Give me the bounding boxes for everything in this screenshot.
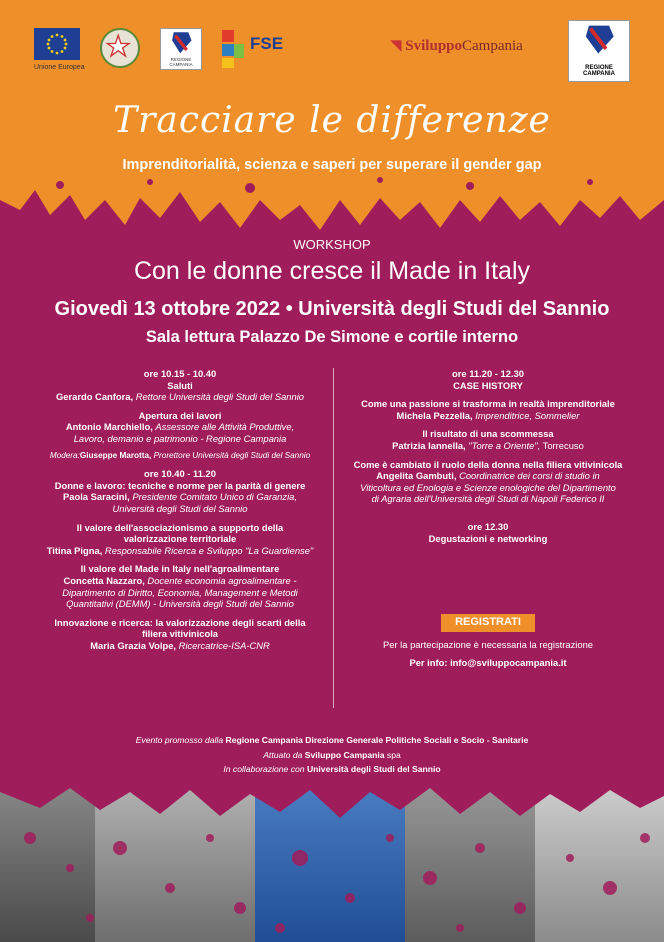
speaker	[338, 410, 638, 422]
speaker-role: Dipartimento di Diritto, Economia, Management e Metodi	[62, 586, 298, 598]
subtitle: Imprenditorialità, scienza e saperi per superare il gender gap	[122, 157, 542, 173]
speaker-name: Titina Pigna,	[46, 544, 103, 556]
session-made-in-italy	[30, 563, 330, 609]
session-title: Donne e lavoro: tecniche e norme per la parità di genere	[54, 479, 306, 491]
speaker-name: Antonio Marchiello,	[65, 421, 153, 433]
speaker-role: Imprenditrice, Sommelier	[475, 409, 580, 421]
moderator-role: Prorettore Università degli Studi del Sannio	[153, 450, 311, 460]
session-title: valorizzazione territoriale	[123, 533, 237, 545]
case-filiera	[338, 459, 638, 505]
moderator-name: Giuseppe Marotta,	[79, 450, 152, 460]
collaboration-label: In collaborazione con	[223, 764, 305, 774]
session-associazionismo	[30, 522, 330, 557]
moderator	[30, 450, 330, 462]
session-title: Innovazione e ricerca: la valorizzazione degli scarti della	[54, 616, 306, 628]
time-slot: ore 10.15 - 10.40	[143, 368, 217, 379]
moderator-label: Modera:	[49, 450, 80, 460]
session-lavoro	[30, 468, 330, 514]
collaborator: Università degli Studi del Sannio	[306, 764, 441, 774]
promoter: Regione Campania Direzione Generale Politiche Sociali e Socio - Sanitarie	[225, 735, 529, 745]
implementer-suffix: spa	[386, 749, 401, 760]
paint-splatter-photos	[0, 778, 664, 942]
italian-republic-emblem	[100, 28, 140, 68]
speaker	[30, 421, 330, 433]
workshop-label: WORKSHOP	[293, 237, 371, 252]
session-title: Apertura dei lavori	[138, 409, 222, 421]
session-title: Il valore dell'associazionismo a supporto della	[76, 521, 284, 533]
session-title: Degustazioni e networking	[428, 532, 548, 544]
column-divider	[333, 368, 334, 708]
promoters-footer	[0, 733, 664, 777]
regione-campania-logo-large	[568, 20, 630, 82]
registration-note: Per la partecipazione è necessaria la registrazione	[382, 638, 593, 650]
speaker-name: Maria Grazia Volpe,	[90, 639, 177, 651]
speaker	[30, 391, 330, 403]
speaker	[30, 545, 330, 557]
photo-strip	[0, 778, 664, 942]
session-case-history	[338, 368, 638, 391]
session-closing	[338, 521, 638, 544]
regione-campania-logo-small	[160, 28, 202, 70]
speaker-name: Patrizia Iannella,	[392, 439, 466, 451]
eu-flag-logo	[34, 28, 80, 60]
register-button[interactable]: REGISTRATI	[441, 614, 535, 632]
info-contact[interactable]: Per info: info@sviluppocampania.it	[409, 657, 567, 669]
session-innovazione	[30, 617, 330, 652]
speaker	[30, 575, 330, 587]
program-left-column	[30, 368, 330, 658]
speaker-place: Torrecuso	[542, 439, 584, 451]
session-title: Come una passione si trasforma in realtà imprenditoriale	[361, 398, 615, 410]
speaker-role: Docente economia agroalimentare -	[147, 574, 297, 586]
speaker-role: Ricercatrice-ISA-CNR	[178, 639, 270, 651]
session-title: Il risultato di una scommessa	[422, 428, 554, 440]
speaker	[338, 470, 638, 482]
speaker-name: Paola Saracini,	[63, 491, 130, 503]
implementer: Sviluppo Campania	[304, 749, 385, 760]
speaker-name: Concetta Nazzaro,	[63, 574, 145, 586]
event-title: Con le donne cresce il Made in Italy	[133, 257, 531, 285]
session-saluti	[30, 368, 330, 403]
speaker-name: Gerardo Canfora,	[55, 391, 134, 403]
speaker	[30, 491, 330, 503]
campania-word: Campania	[462, 38, 523, 54]
time-slot: ore 10.40 - 11.20	[144, 468, 216, 480]
sviluppo-word: Sviluppo	[405, 38, 463, 54]
speaker-role: Università degli Studi del Sannio	[112, 502, 248, 514]
session-title: Il valore del Made in Italy nell'agroalimentare	[80, 563, 280, 575]
speaker-name: Angelita Gambuti,	[376, 470, 457, 482]
case-passione	[338, 398, 638, 421]
registration-block	[338, 614, 638, 669]
speaker-role: Responsabile Ricerca e Sviluppo "La Guardiense"	[104, 544, 314, 556]
speaker-role: Lavoro, demanio e patrimonio - Regione Campania	[73, 432, 287, 444]
promoted-by	[0, 733, 664, 748]
speaker	[338, 440, 638, 452]
in-collaboration	[0, 762, 664, 777]
implemented-by	[0, 748, 664, 763]
promoted-label: Evento promosso dalla	[135, 735, 224, 745]
session-title: filiera vitivinicola	[141, 628, 219, 640]
fse-label: FSE	[250, 34, 284, 53]
speaker-name: Michela Pezzella,	[396, 409, 473, 421]
event-date-place: Giovedì 13 ottobre 2022 • Università degli Studi del Sannio	[54, 298, 610, 320]
speaker-role: Rettore Università degli Studi del Sannio	[135, 391, 305, 403]
speaker-role: Quantitativi (DEMM) - Università degli Studi del Sannio	[66, 598, 294, 610]
speaker-role: di Agraria dell'Università degli Studi di Napoli Federico II	[371, 493, 605, 505]
sviluppo-campania-logo	[390, 36, 523, 55]
speaker	[30, 640, 330, 652]
speaker-role: Assessore alle Attività Produttive,	[155, 421, 295, 433]
program-right-column	[338, 368, 638, 669]
speaker-role: "Torre a Oriente",	[468, 439, 541, 451]
rc-big-label: REGIONE CAMPANIA	[583, 65, 615, 77]
fse-logo	[220, 28, 282, 70]
implemented-label: Attuato da	[263, 749, 303, 760]
session-title: CASE HISTORY	[453, 379, 523, 391]
event-venue: Sala lettura Palazzo De Simone e cortile interno	[145, 328, 519, 346]
session-apertura	[30, 410, 330, 461]
script-title: Tracciare le differenze	[113, 100, 551, 141]
session-title: Saluti	[167, 379, 193, 391]
session-title: Come è cambiato il ruolo della donna nella filiera vitivinicola	[353, 458, 623, 470]
sviluppo-mark-icon: ◥	[390, 38, 402, 54]
time-slot: ore 11.20 - 12.30	[452, 368, 524, 379]
case-scommessa	[338, 428, 638, 451]
time-slot: ore 12.30	[467, 520, 509, 532]
eu-label: Unione Europea	[34, 64, 85, 71]
speaker-role: Presidente Comitato Unico di Garanzia,	[132, 491, 297, 503]
rc-small-label: REGIONE CAMPANIA	[169, 57, 193, 67]
speaker-role: Coordinatrice dei corsi di studio in	[459, 470, 600, 482]
speaker-role: Viticoltura ed Enologia e Scienze enologiche del Dipartimento	[360, 481, 616, 493]
